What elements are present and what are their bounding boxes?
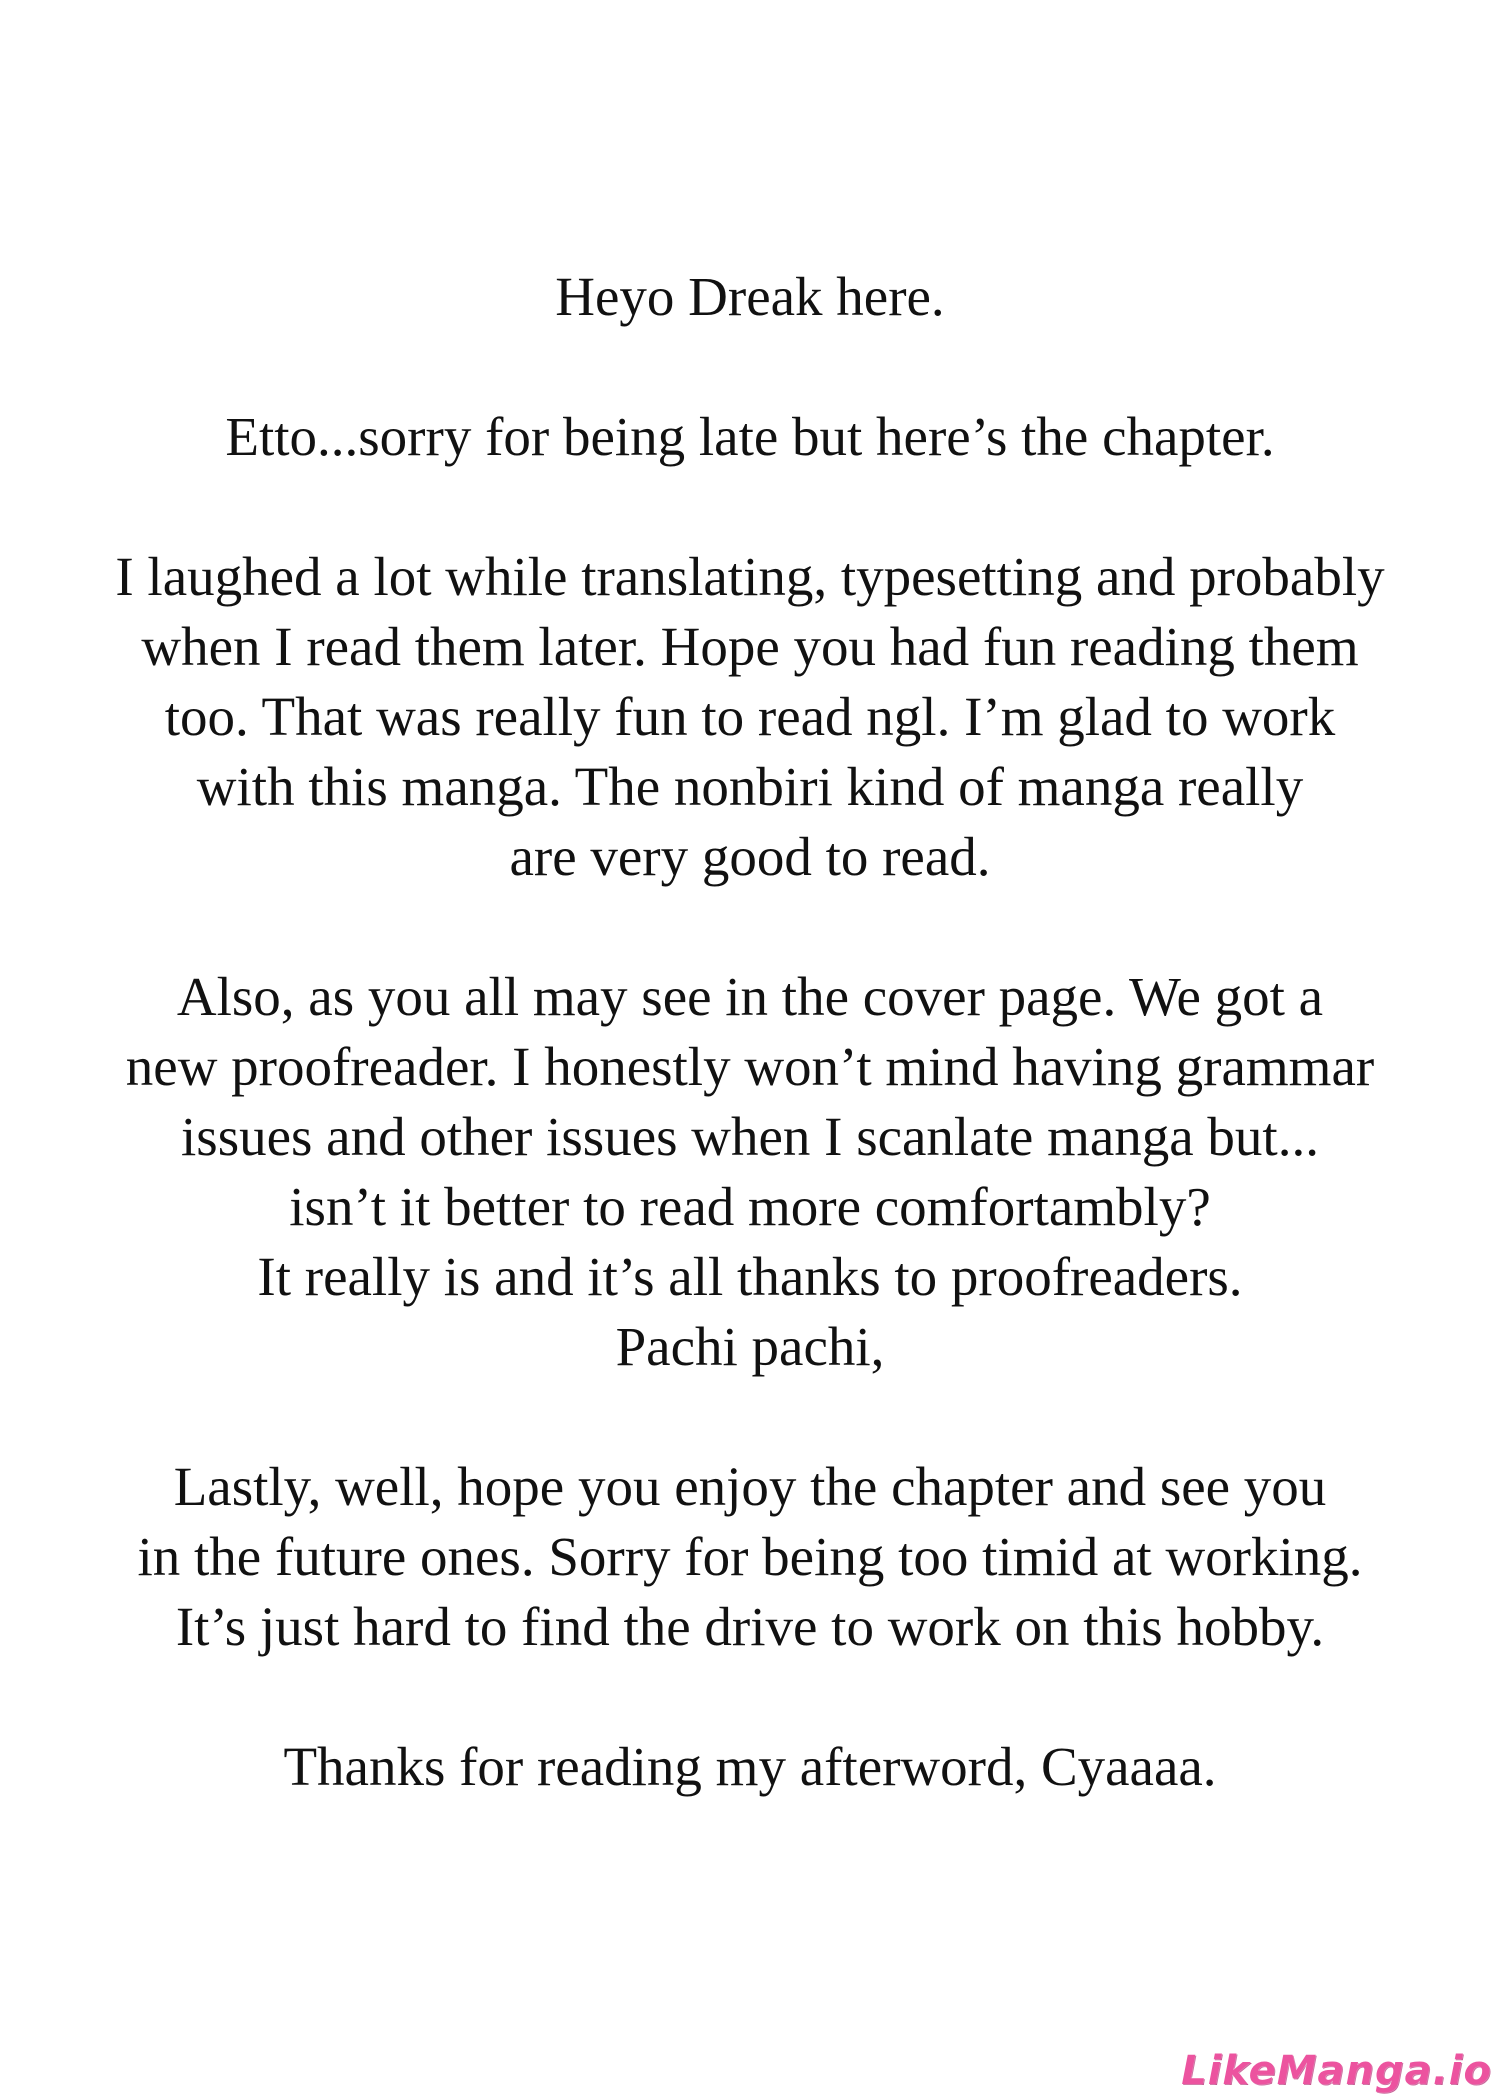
paragraph-closing — [0, 1732, 1500, 1802]
text-line: issues and other issues when I scanlate manga but... — [181, 1106, 1319, 1167]
text-line: Etto...sorry for being late but here’s the chapter. — [225, 406, 1275, 467]
text-line: in the future ones. Sorry for being too timid at working. — [137, 1526, 1363, 1587]
text-line: Pachi pachi, — [615, 1316, 885, 1377]
afterword-text — [0, 262, 1500, 1872]
site-watermark: LikeManga.io — [1181, 2048, 1492, 2094]
paragraph-translating — [0, 542, 1500, 892]
text-line: with this manga. The nonbiri kind of manga really — [196, 756, 1304, 817]
text-line: too. That was really fun to read ngl. I’m glad to work — [164, 686, 1336, 747]
text-line: I laughed a lot while translating, typesetting and probably — [115, 546, 1385, 607]
paragraph-lastly — [0, 1452, 1500, 1662]
text-line: Also, as you all may see in the cover page. We got a — [176, 966, 1324, 1027]
paragraph-proofreader — [0, 962, 1500, 1382]
text-line: Thanks for reading my afterword, Cyaaaa. — [283, 1736, 1217, 1797]
text-line: It really is and it’s all thanks to proofreaders. — [257, 1246, 1243, 1307]
text-line: when I read them later. Hope you had fun reading them — [141, 616, 1359, 677]
text-line: Heyo Dreak here. — [555, 266, 945, 327]
text-line: Lastly, well, hope you enjoy the chapter and see you — [173, 1456, 1327, 1517]
text-line: It’s just hard to find the drive to work on this hobby. — [175, 1596, 1325, 1657]
text-line: new proofreader. I honestly won’t mind having grammar — [125, 1036, 1375, 1097]
text-line: are very good to read. — [509, 826, 991, 887]
paragraph-apology — [0, 402, 1500, 472]
paragraph-greeting — [0, 262, 1500, 332]
text-line: isn’t it better to read more comfortambly? — [289, 1176, 1211, 1237]
